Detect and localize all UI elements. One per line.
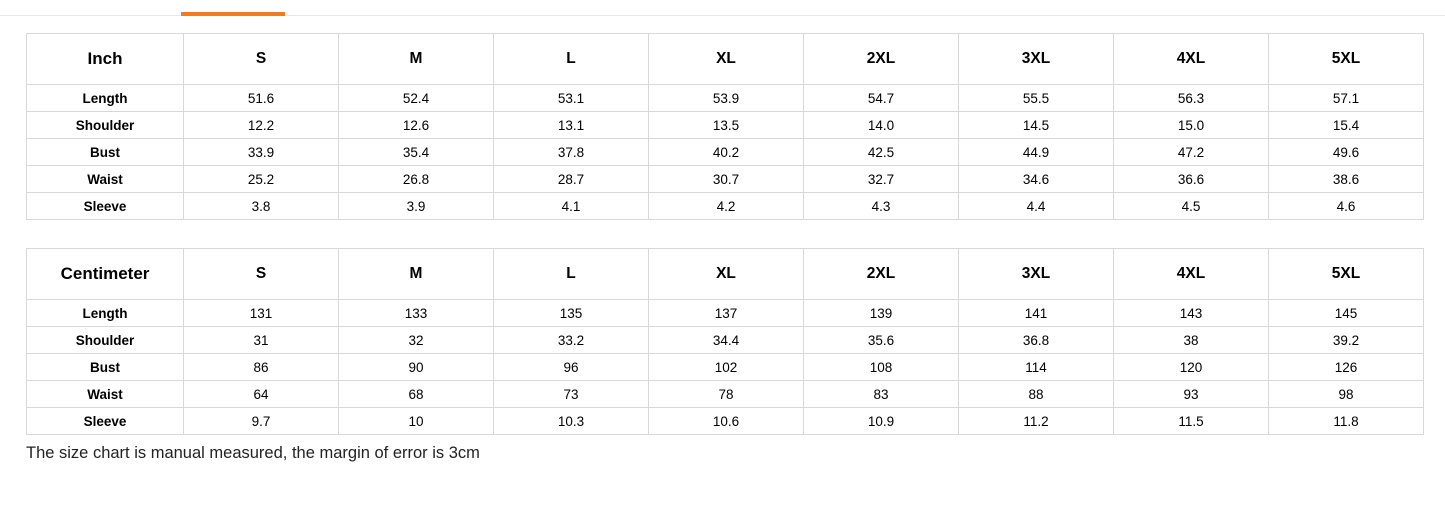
table-cell: 4.1: [494, 193, 649, 220]
table-cell: 12.6: [339, 112, 494, 139]
table-row: [27, 408, 1424, 435]
column-header: 2XL: [804, 249, 959, 300]
table-cell: 3.9: [339, 193, 494, 220]
column-header: 3XL: [959, 34, 1114, 85]
size-table-inch: [26, 33, 1424, 220]
table-cell: 55.5: [959, 85, 1114, 112]
table-cell: 32.7: [804, 166, 959, 193]
table-header-row: [27, 34, 1424, 85]
table-cell: 30.7: [649, 166, 804, 193]
row-label: Shoulder: [27, 112, 184, 139]
table-cell: 33.2: [494, 327, 649, 354]
column-header: L: [494, 34, 649, 85]
row-label: Sleeve: [27, 408, 184, 435]
table-cell: 14.0: [804, 112, 959, 139]
table-cell: 139: [804, 300, 959, 327]
table-cell: 33.9: [184, 139, 339, 166]
table-cell: 135: [494, 300, 649, 327]
table-cell: 13.5: [649, 112, 804, 139]
column-header: S: [184, 249, 339, 300]
column-header: XL: [649, 34, 804, 85]
column-header: XL: [649, 249, 804, 300]
column-header: 5XL: [1269, 249, 1424, 300]
table-cell: 4.5: [1114, 193, 1269, 220]
table-cell: 126: [1269, 354, 1424, 381]
table-cell: 4.3: [804, 193, 959, 220]
table-cell: 114: [959, 354, 1114, 381]
size-chart-content: [0, 16, 1445, 463]
table-cell: 96: [494, 354, 649, 381]
table-cell: 28.7: [494, 166, 649, 193]
column-header: S: [184, 34, 339, 85]
column-header: 5XL: [1269, 34, 1424, 85]
table-cell: 98: [1269, 381, 1424, 408]
table-cell: 11.5: [1114, 408, 1269, 435]
table-cell: 38: [1114, 327, 1269, 354]
table-cell: 12.2: [184, 112, 339, 139]
table-cell: 15.0: [1114, 112, 1269, 139]
table-cell: 73: [494, 381, 649, 408]
table-cell: 13.1: [494, 112, 649, 139]
table-cell: 120: [1114, 354, 1269, 381]
table-header-row: [27, 249, 1424, 300]
table-cell: 25.2: [184, 166, 339, 193]
table-cell: 68: [339, 381, 494, 408]
table-cell: 57.1: [1269, 85, 1424, 112]
table-cell: 102: [649, 354, 804, 381]
table-cell: 10.6: [649, 408, 804, 435]
table-row: [27, 85, 1424, 112]
table-cell: 56.3: [1114, 85, 1269, 112]
table-cell: 4.2: [649, 193, 804, 220]
table-cell: 64: [184, 381, 339, 408]
table-cell: 35.6: [804, 327, 959, 354]
table-cell: 4.6: [1269, 193, 1424, 220]
table-cell: 44.9: [959, 139, 1114, 166]
table-cell: 42.5: [804, 139, 959, 166]
table-cell: 137: [649, 300, 804, 327]
table-cell: 78: [649, 381, 804, 408]
table-cell: 47.2: [1114, 139, 1269, 166]
row-label: Shoulder: [27, 327, 184, 354]
table-cell: 88: [959, 381, 1114, 408]
table-cell: 40.2: [649, 139, 804, 166]
table-cell: 39.2: [1269, 327, 1424, 354]
table-cell: 145: [1269, 300, 1424, 327]
table-cell: 11.8: [1269, 408, 1424, 435]
column-header: 4XL: [1114, 34, 1269, 85]
table-cell: 11.2: [959, 408, 1114, 435]
table-cell: 36.8: [959, 327, 1114, 354]
measurement-note: The size chart is manual measured, the margin of error is 3cm: [26, 444, 480, 462]
column-header: 2XL: [804, 34, 959, 85]
table-cell: 10.3: [494, 408, 649, 435]
table-cell: 14.5: [959, 112, 1114, 139]
table-cell: 10: [339, 408, 494, 435]
table-cell: 4.4: [959, 193, 1114, 220]
column-header: 3XL: [959, 249, 1114, 300]
row-label: Bust: [27, 139, 184, 166]
tab-strip: [0, 0, 1445, 16]
table-cell: 51.6: [184, 85, 339, 112]
table-cell: 26.8: [339, 166, 494, 193]
table-cell: 31: [184, 327, 339, 354]
table-cell: 131: [184, 300, 339, 327]
table-cell: 10.9: [804, 408, 959, 435]
table-cell: 34.4: [649, 327, 804, 354]
table-cell: 38.6: [1269, 166, 1424, 193]
row-label: Bust: [27, 354, 184, 381]
table-row: [27, 381, 1424, 408]
table-cell: 93: [1114, 381, 1269, 408]
table-cell: 35.4: [339, 139, 494, 166]
table-cell: 141: [959, 300, 1114, 327]
table-cell: 34.6: [959, 166, 1114, 193]
column-header: M: [339, 34, 494, 85]
table-row: [27, 139, 1424, 166]
table-cell: 83: [804, 381, 959, 408]
table-cell: 3.8: [184, 193, 339, 220]
table-cell: 36.6: [1114, 166, 1269, 193]
table-cell: 53.1: [494, 85, 649, 112]
unit-label: Centimeter: [27, 249, 184, 300]
table-cell: 49.6: [1269, 139, 1424, 166]
table-row: [27, 166, 1424, 193]
table-row: [27, 112, 1424, 139]
table-cell: 86: [184, 354, 339, 381]
table-row: [27, 327, 1424, 354]
row-label: Sleeve: [27, 193, 184, 220]
table-cell: 133: [339, 300, 494, 327]
table-cell: 108: [804, 354, 959, 381]
row-label: Length: [27, 85, 184, 112]
row-label: Length: [27, 300, 184, 327]
table-cell: 9.7: [184, 408, 339, 435]
row-label: Waist: [27, 166, 184, 193]
table-row: [27, 300, 1424, 327]
column-header: 4XL: [1114, 249, 1269, 300]
table-cell: 15.4: [1269, 112, 1424, 139]
size-table-centimeter: [26, 248, 1424, 435]
table-cell: 90: [339, 354, 494, 381]
column-header: M: [339, 249, 494, 300]
table-cell: 52.4: [339, 85, 494, 112]
column-header: L: [494, 249, 649, 300]
table-row: [27, 193, 1424, 220]
table-cell: 37.8: [494, 139, 649, 166]
unit-label: Inch: [27, 34, 184, 85]
table-cell: 32: [339, 327, 494, 354]
table-cell: 143: [1114, 300, 1269, 327]
table-cell: 53.9: [649, 85, 804, 112]
table-row: [27, 354, 1424, 381]
table-cell: 54.7: [804, 85, 959, 112]
row-label: Waist: [27, 381, 184, 408]
